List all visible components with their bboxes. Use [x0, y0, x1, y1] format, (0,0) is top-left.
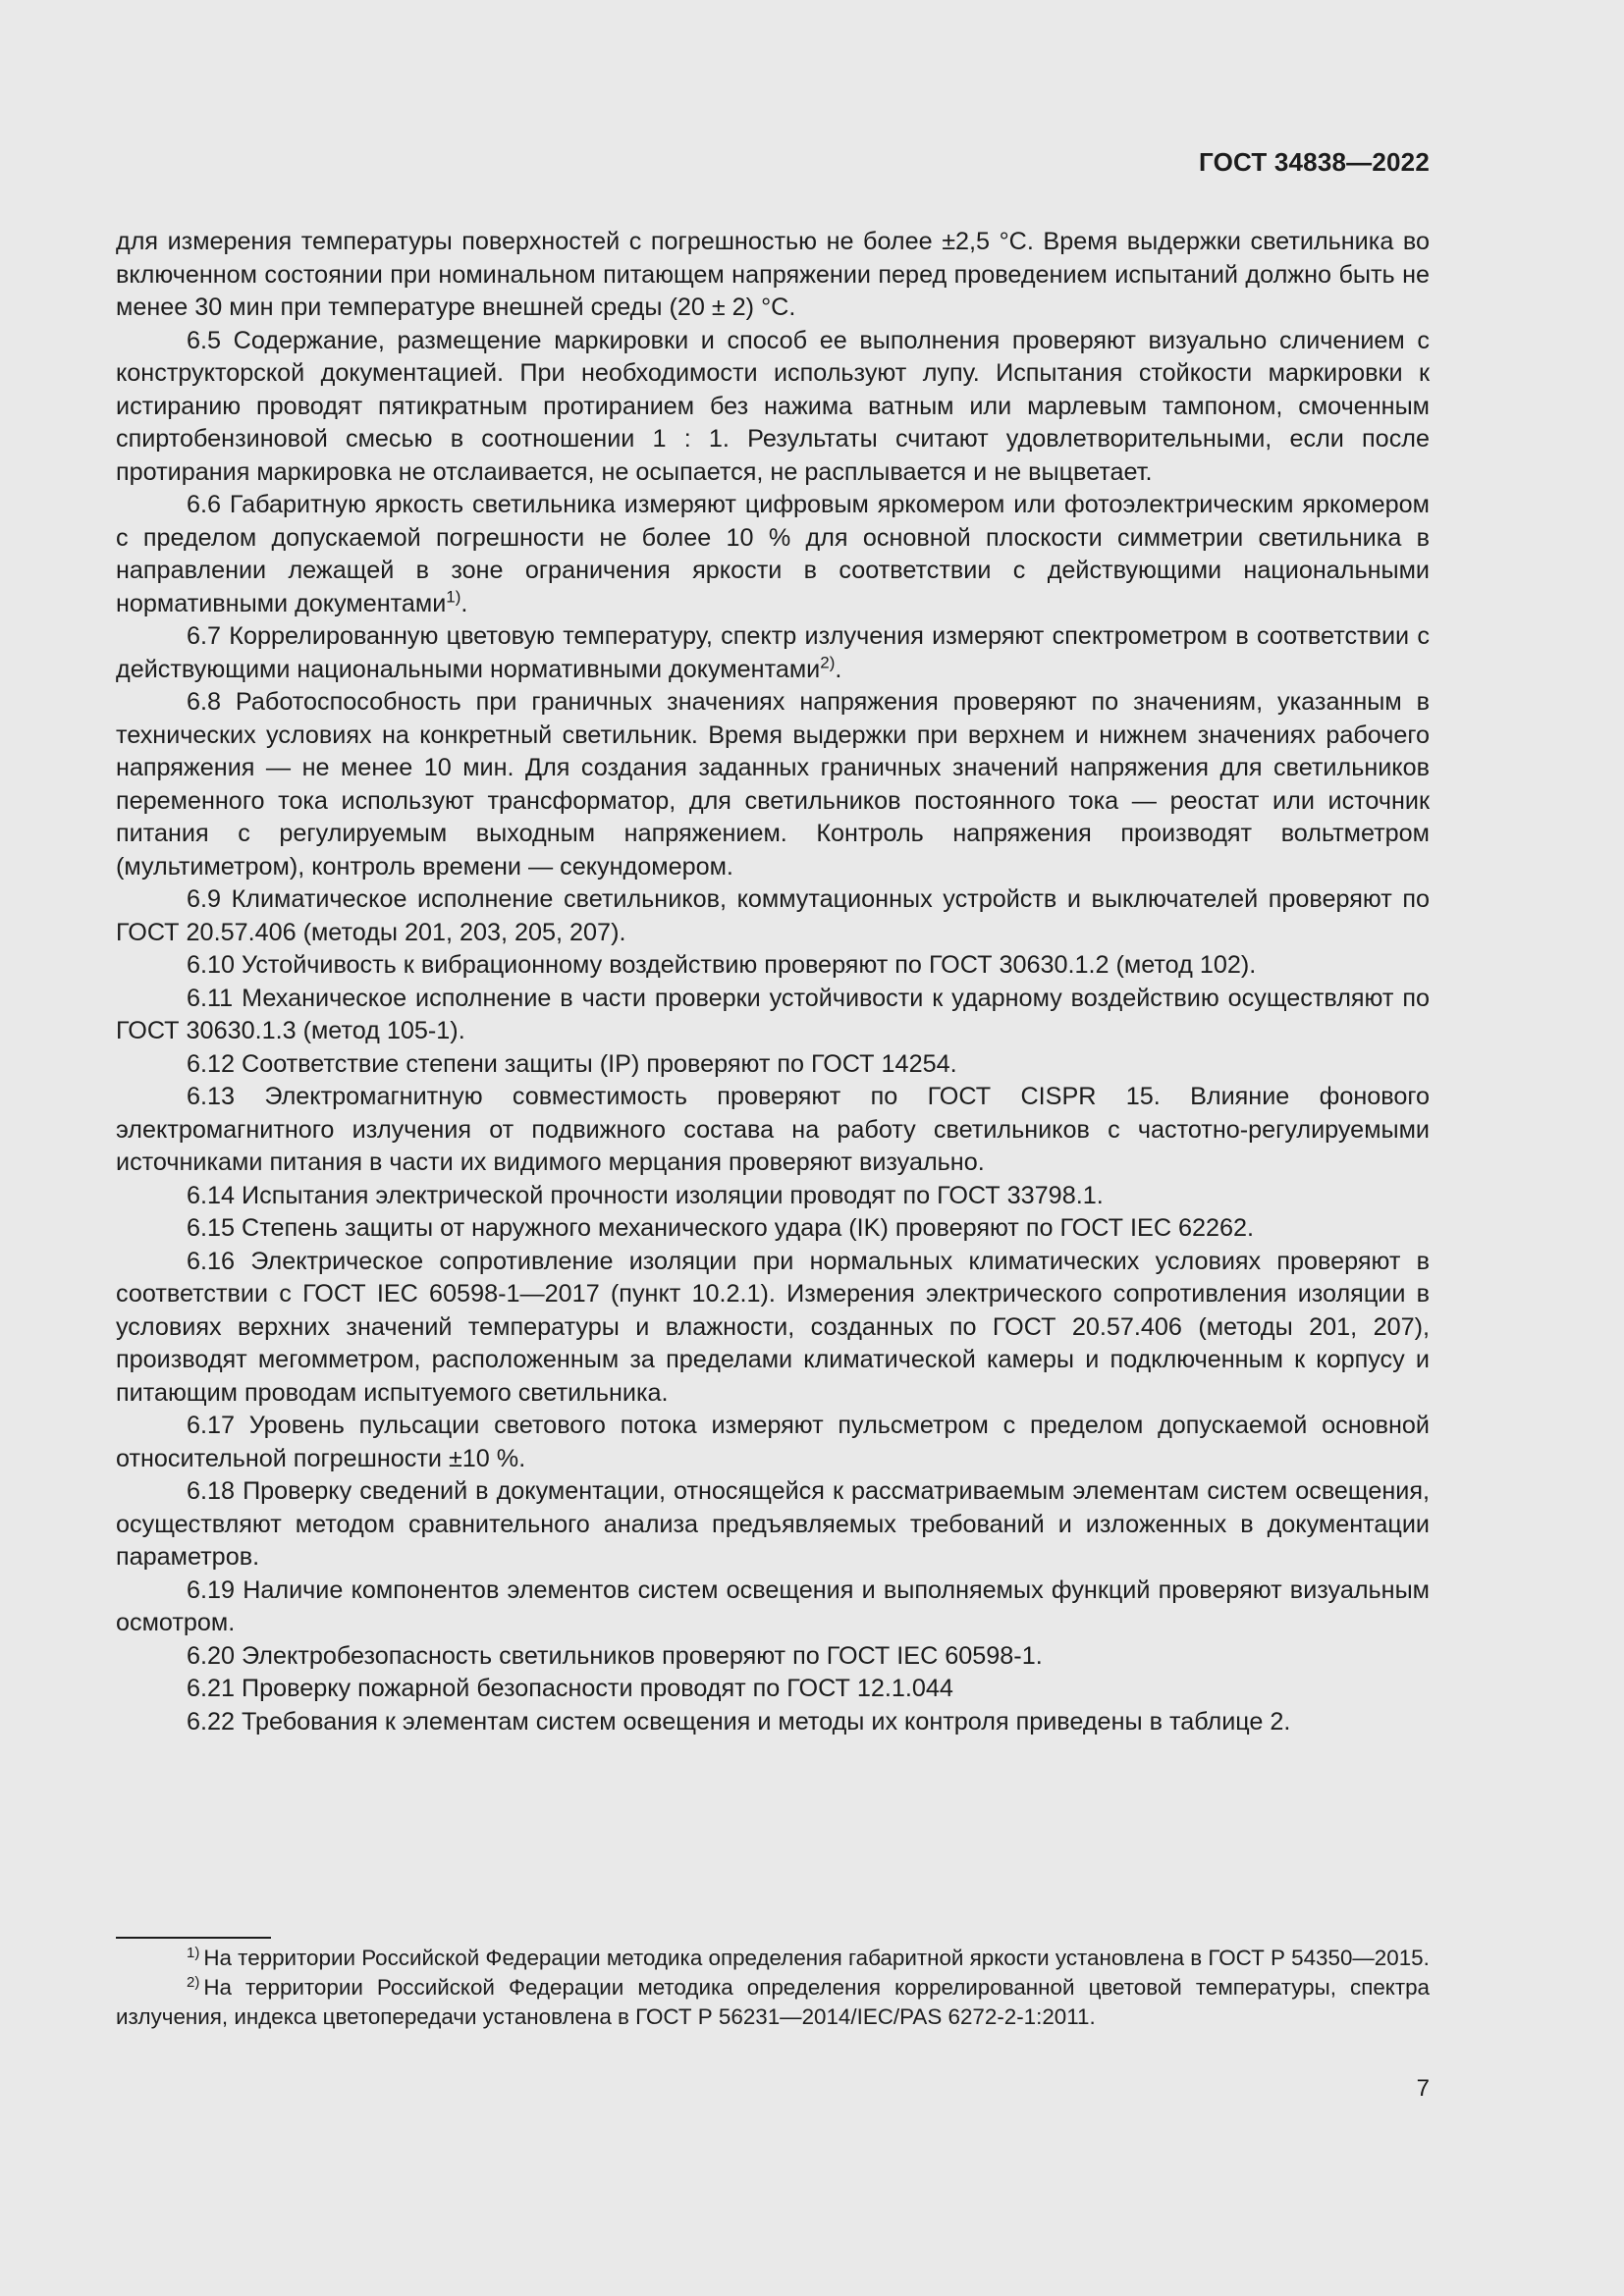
footnote-mark-1: 1) [187, 1944, 200, 1961]
paragraph-6-13: 6.13 Электромагнитную совместимость проверяют по ГОСТ CISPR 15. Влияние фонового электромагнитного излучения от подвижного состава на работу светильников с частотно-регулируемыми источниками питания в части их видимого мерцания проверяют визуально. [116, 1083, 1430, 1176]
footnote-mark-2: 2) [187, 1973, 200, 1991]
paragraph-6-19: 6.19 Наличие компонентов элементов систем освещения и выполняемых функций проверяют визуальным осмотром. [116, 1575, 1430, 1636]
footnote-divider [116, 1937, 271, 1939]
footnote-ref-2[interactable]: 2) [820, 653, 836, 672]
paragraph-6-7: 6.7 Коррелированную цветовую температуру, спектр излучения измеряют спектрометром в соответствии с действующими национальными нормативными документами$^{2)}$. [116, 622, 1430, 683]
paragraph-6-17: 6.17 Уровень пульсации светового потока измеряют пульсметром с пределом допускаемой основной относительной погрешности ±10 %. [116, 1412, 1430, 1472]
footnote-2: $^{2)}$ На территории Российской Федерации методика определения коррелированной цветовой температуры, спектра излучения, индекса цветопередачи установлена в ГОСТ Р 56231—2014/IEC/PAS 6272-2-1:2011. [116, 1973, 1430, 2029]
document-body [116, 226, 1430, 1738]
paragraph-6-14: 6.14 Испытания электрической прочности изоляции проводят по ГОСТ 33798.1. [187, 1181, 1104, 1209]
paragraph-6-6: 6.6 Габаритную яркость светильника измеряют цифровым яркомером или фотоэлектрическим яркомером с пределом допускаемой погрешности не более 10 % для основной плоскости симметрии светильника в направлении лежащей в зоне ограничения яркости в соответствии с действующими национальными нормативными документами$^{1)}$. [116, 491, 1430, 617]
paragraph-6-18: 6.18 Проверку сведений в документации, относящейся к рассматриваемым элементам систем освещения, осуществляют методом сравнительного анализа предъявляемых требований и изложенных в документации параметров. [116, 1477, 1430, 1571]
paragraph-6-10: 6.10 Устойчивость к вибрационному воздействию проверяют по ГОСТ 30630.1.2 (метод 102). [187, 951, 1257, 979]
paragraph-6-16: 6.16 Электрическое сопротивление изоляции при нормальных климатических условиях проверяют в соответствии с ГОСТ IEC 60598-1—2017 (пункт 10.2.1). Измерения электрического сопротивления изоляции в условиях верхних значений температуры и влажности, созданных по ГОСТ 20.57.406 (методы 201, 207), производят мегомметром, расположенным за пределами климатической камеры и подключенным к корпусу и питающим проводам испытуемого светильника. [116, 1247, 1430, 1407]
paragraph-6-22: 6.22 Требования к элементам систем освещения и методы их контроля приведены в таблице 2. [187, 1707, 1291, 1735]
footnote-ref-1[interactable]: 1) [446, 587, 461, 607]
paragraph-6-9: 6.9 Климатическое исполнение светильников, коммутационных устройств и выключателей проверяют по ГОСТ 20.57.406 (методы 201, 203, 205, 207). [116, 885, 1430, 946]
paragraph-continuation: для измерения температуры поверхностей с погрешностью не более ±2,5 °С. Время выдержки светильника во включенном состоянии при номинальном питающем напряжении перед проведением испытаний должно быть не менее 30 мин при температуре внешней среды (20 ± 2) °С. [116, 228, 1430, 321]
paragraph-6-12: 6.12 Соответствие степени защиты (IP) проверяют по ГОСТ 14254. [187, 1049, 957, 1078]
paragraph-6-21: 6.21 Проверку пожарной безопасности проводят по ГОСТ 12.1.044 [187, 1675, 953, 1702]
document-header: ГОСТ 34838—2022 [1199, 147, 1430, 177]
paragraph-6-5: 6.5 Содержание, размещение маркировки и способ ее выполнения проверяют визуально сличением с конструкторской документацией. При необходимости используют лупу. Испытания стойкости маркировки к истиранию проводят пятикратным протиранием без нажима ватным или марлевым тампоном, смоченным спиртобензиновой смесью в соотношении 1 : 1. Результаты считают удовлетворительными, если после протирания маркировка не отслаивается, не осыпается, не расплывается и не выцветает. [116, 326, 1430, 486]
footnotes [116, 1944, 1430, 2032]
paragraph-6-20: 6.20 Электробезопасность светильников проверяют по ГОСТ IEC 60598-1. [187, 1641, 1043, 1670]
page-number: 7 [1416, 2075, 1430, 2102]
footnote-1: $^{1)}$ На территории Российской Федерации методика определения габаритной яркости установлена в ГОСТ Р 54350—2015. [187, 1944, 1430, 1970]
paragraph-6-8: 6.8 Работоспособность при граничных значениях напряжения проверяют по значениям, указанным в технических условиях на конкретный светильник. Время выдержки при верхнем и нижнем значениях рабочего напряжения — не менее 10 мин. Для создания заданных граничных значений напряжения для светильников переменного тока используют трансформатор, для светильников постоянного тока — реостат или источник питания с регулируемым выходным напряжением. Контроль напряжения производят вольтметром (мультиметром), контроль времени — секундомером. [116, 688, 1430, 881]
paragraph-6-15: 6.15 Степень защиты от наружного механического удара (IK) проверяют по ГОСТ IEC 62262. [187, 1214, 1255, 1242]
paragraph-6-11: 6.11 Механическое исполнение в части проверки устойчивости к ударному воздействию осуществляют по ГОСТ 30630.1.3 (метод 105-1). [116, 984, 1430, 1044]
